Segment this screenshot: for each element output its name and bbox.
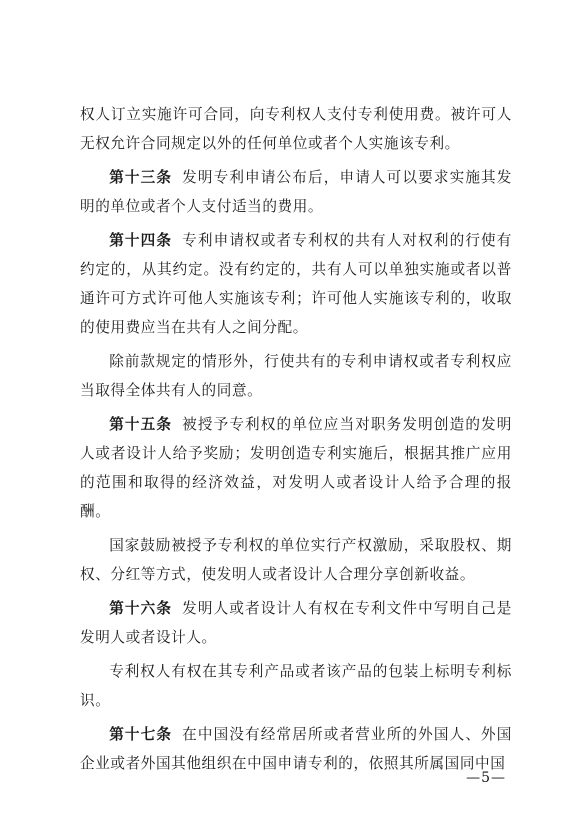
paragraph-text: 除前款规定的情形外，行使共有的专利申请权或者专利权应当取得全体共有人的同意。 — [80, 353, 512, 399]
paragraph-text: 被授予专利权的单位应当对职务发明创造的发明人或者设计人给予奖励；发明创造专利实施后，根据其推广应用的范围和取得的经济效益，对发明人或者设计人给予合理的报酬。 — [80, 416, 512, 520]
paragraph-text: 专利申请权或者专利权的共有人对权利的行使有约定的，从其约定。没有约定的，共有人可以单独实施或者以普通许可方式许可他人实施该专利；许可他人实施该专利的，收取的使用费应当在共有人之间分配。 — [80, 232, 512, 336]
page-number: —5— — [466, 770, 506, 786]
paragraph — [80, 347, 512, 405]
article-heading: 第十五条 — [109, 416, 173, 433]
article-heading: 第十六条 — [109, 600, 173, 617]
paragraph — [80, 531, 512, 589]
paragraph-text: 专利权人有权在其专利产品或者该产品的包装上标明专利标识。 — [80, 663, 512, 709]
paragraph — [80, 163, 512, 221]
paragraph — [80, 657, 512, 715]
paragraph — [80, 720, 512, 778]
article-heading: 第十三条 — [109, 169, 173, 186]
paragraph-text: 发明专利申请公布后，申请人可以要求实施其发明的单位或者个人支付适当的费用。 — [80, 169, 512, 215]
paragraph-text: 权人订立实施许可合同，向专利权人支付专利使用费。被许可人无权允许合同规定以外的任何单位或者个人实施该专利。 — [80, 106, 512, 152]
paragraph-text: 国家鼓励被授予专利权的单位实行产权激励，采取股权、期权、分红等方式，使发明人或者设计人合理分享创新收益。 — [80, 537, 512, 583]
article-heading: 第十七条 — [109, 726, 173, 743]
document-body — [80, 100, 512, 783]
paragraph — [80, 226, 512, 342]
paragraph-text: 在中国没有经常居所或者营业所的外国人、外国企业或者外国其他组织在中国申请专利的，依照其所属国同中国 — [80, 726, 512, 772]
paragraph — [80, 100, 512, 158]
paragraph-text: 发明人或者设计人有权在专利文件中写明自己是发明人或者设计人。 — [80, 600, 512, 646]
article-heading: 第十四条 — [109, 232, 173, 249]
paragraph — [80, 594, 512, 652]
paragraph — [80, 410, 512, 526]
